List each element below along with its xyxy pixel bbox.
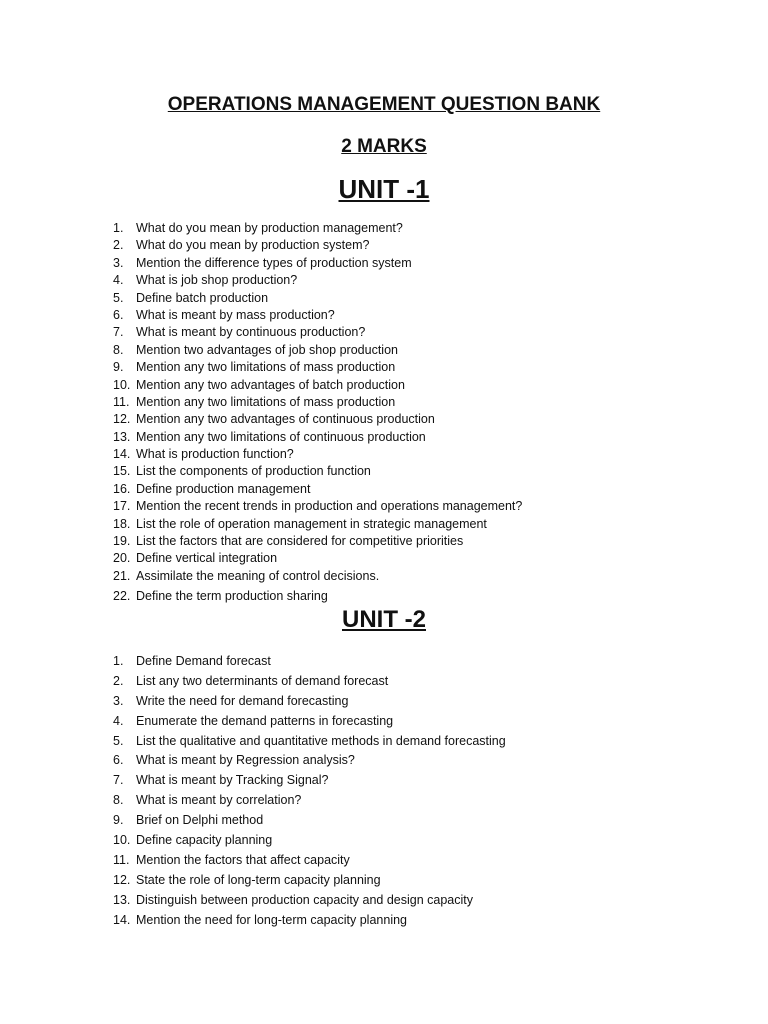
question-number: 14. <box>113 447 131 462</box>
question-number: 14. <box>113 912 131 927</box>
question-text: Define Demand forecast <box>136 654 271 668</box>
question-text: List the qualitative and quantitative methods in demand forecasting <box>136 733 506 748</box>
question-number: 22. <box>113 589 131 604</box>
question-item <box>113 588 522 605</box>
question-number: 5. <box>113 733 124 748</box>
question-item <box>113 411 522 428</box>
question-item <box>113 394 522 411</box>
question-text: What is meant by correlation? <box>136 793 302 808</box>
question-number: 1. <box>113 221 124 235</box>
question-text: Define vertical integration <box>136 551 278 566</box>
question-number: 18. <box>113 516 131 531</box>
question-item <box>113 255 522 272</box>
question-item <box>113 272 522 289</box>
question-number: 3. <box>113 693 124 708</box>
question-item <box>113 377 522 394</box>
question-number: 4. <box>113 273 124 288</box>
question-text: Assimilate the meaning of control decisions. <box>136 568 380 583</box>
question-text: Define production management <box>136 481 311 496</box>
question-number: 8. <box>113 342 124 357</box>
question-text: What do you mean by production management? <box>136 221 403 235</box>
question-number: 9. <box>113 813 124 828</box>
question-text: What is meant by continuous production? <box>136 325 366 340</box>
question-item <box>113 652 506 672</box>
question-text: Mention the factors that affect capacity <box>136 852 350 867</box>
question-number: 20. <box>113 551 131 566</box>
question-text: List the factors that are considered for competitive priorities <box>136 534 464 549</box>
question-item <box>113 791 506 811</box>
question-text: Define the term production sharing <box>136 589 328 604</box>
question-item <box>113 751 506 771</box>
question-item <box>113 911 506 931</box>
question-text: Define batch production <box>136 290 269 305</box>
question-item <box>113 732 506 752</box>
question-number: 15. <box>113 464 131 479</box>
question-number: 2. <box>113 238 124 253</box>
question-item <box>113 429 522 446</box>
question-item <box>113 672 506 692</box>
question-text: State the role of long-term capacity planning <box>136 872 381 887</box>
marks-heading: 2 MARKS <box>341 136 427 157</box>
question-text: List the components of production function <box>136 464 371 479</box>
question-text: Enumerate the demand patterns in forecasting <box>136 713 394 728</box>
question-number: 10. <box>113 833 131 848</box>
question-item <box>113 463 522 480</box>
question-number: 11. <box>113 394 130 409</box>
question-text: Define capacity planning <box>136 833 273 848</box>
question-item <box>113 533 522 550</box>
question-text: Write the need for demand forecasting <box>136 693 349 708</box>
question-number: 13. <box>113 429 131 444</box>
question-number: 17. <box>113 499 131 514</box>
question-text: Mention any two limitations of continuous production <box>136 429 426 444</box>
question-item <box>113 220 522 237</box>
question-number: 7. <box>113 773 124 788</box>
question-number: 4. <box>113 713 124 728</box>
question-number: 3. <box>113 255 124 270</box>
question-item <box>113 307 522 324</box>
unit-1-heading: UNIT -1 <box>338 174 430 204</box>
question-number: 10. <box>113 377 131 392</box>
question-number: 1. <box>113 654 124 668</box>
question-number: 5. <box>113 290 124 305</box>
question-number: 9. <box>113 360 124 375</box>
question-text: Mention any two advantages of continuous production <box>136 412 435 427</box>
question-item <box>113 831 506 851</box>
question-number: 7. <box>113 325 124 340</box>
question-item <box>113 516 522 533</box>
question-text: Mention the recent trends in production and operations management? <box>136 499 523 514</box>
question-text: What is production function? <box>136 447 294 462</box>
question-number: 6. <box>113 753 124 768</box>
question-text: What is job shop production? <box>136 273 298 288</box>
unit-2-heading: UNIT -2 <box>342 606 426 633</box>
question-number: 8. <box>113 793 124 808</box>
question-text: Brief on Delphi method <box>136 813 264 828</box>
question-text: Distinguish between production capacity and design capacity <box>136 892 474 907</box>
question-text: What is meant by Regression analysis? <box>136 753 355 768</box>
question-item <box>113 290 522 307</box>
question-number: 11. <box>113 852 130 867</box>
question-item <box>113 771 506 791</box>
question-number: 2. <box>113 673 124 688</box>
question-number: 6. <box>113 307 124 322</box>
question-item <box>113 342 522 359</box>
question-item <box>113 568 522 585</box>
unit-1-question-list <box>113 220 522 606</box>
question-text: What is meant by Tracking Signal? <box>136 773 329 788</box>
question-item <box>113 481 522 498</box>
question-number: 19. <box>113 534 131 549</box>
page-title: OPERATIONS MANAGEMENT QUESTION BANK <box>167 94 601 115</box>
question-item <box>113 891 506 911</box>
question-text: Mention the need for long-term capacity planning <box>136 912 407 927</box>
question-number: 21. <box>113 568 131 583</box>
question-text: Mention the difference types of production system <box>136 255 412 270</box>
question-item <box>113 324 522 341</box>
unit-2-question-list <box>113 652 506 930</box>
question-item <box>113 811 506 831</box>
question-item <box>113 498 522 515</box>
question-text: List any two determinants of demand forecast <box>136 673 389 688</box>
question-number: 13. <box>113 892 131 907</box>
question-number: 12. <box>113 872 131 887</box>
question-text: Mention two advantages of job shop production <box>136 342 398 357</box>
question-text: List the role of operation management in strategic management <box>136 516 487 531</box>
question-text: What is meant by mass production? <box>136 307 335 322</box>
question-text: Mention any two limitations of mass production <box>136 360 396 375</box>
question-text: Mention any two limitations of mass production <box>136 394 396 409</box>
question-number: 16. <box>113 481 131 496</box>
question-item <box>113 446 522 463</box>
question-item <box>113 550 522 567</box>
question-item <box>113 851 506 871</box>
question-item <box>113 359 522 376</box>
question-text: What do you mean by production system? <box>136 238 370 253</box>
question-text: Mention any two advantages of batch production <box>136 377 405 392</box>
question-number: 12. <box>113 412 131 427</box>
question-item <box>113 871 506 891</box>
question-item <box>113 692 506 712</box>
question-item <box>113 237 522 254</box>
question-item <box>113 712 506 732</box>
